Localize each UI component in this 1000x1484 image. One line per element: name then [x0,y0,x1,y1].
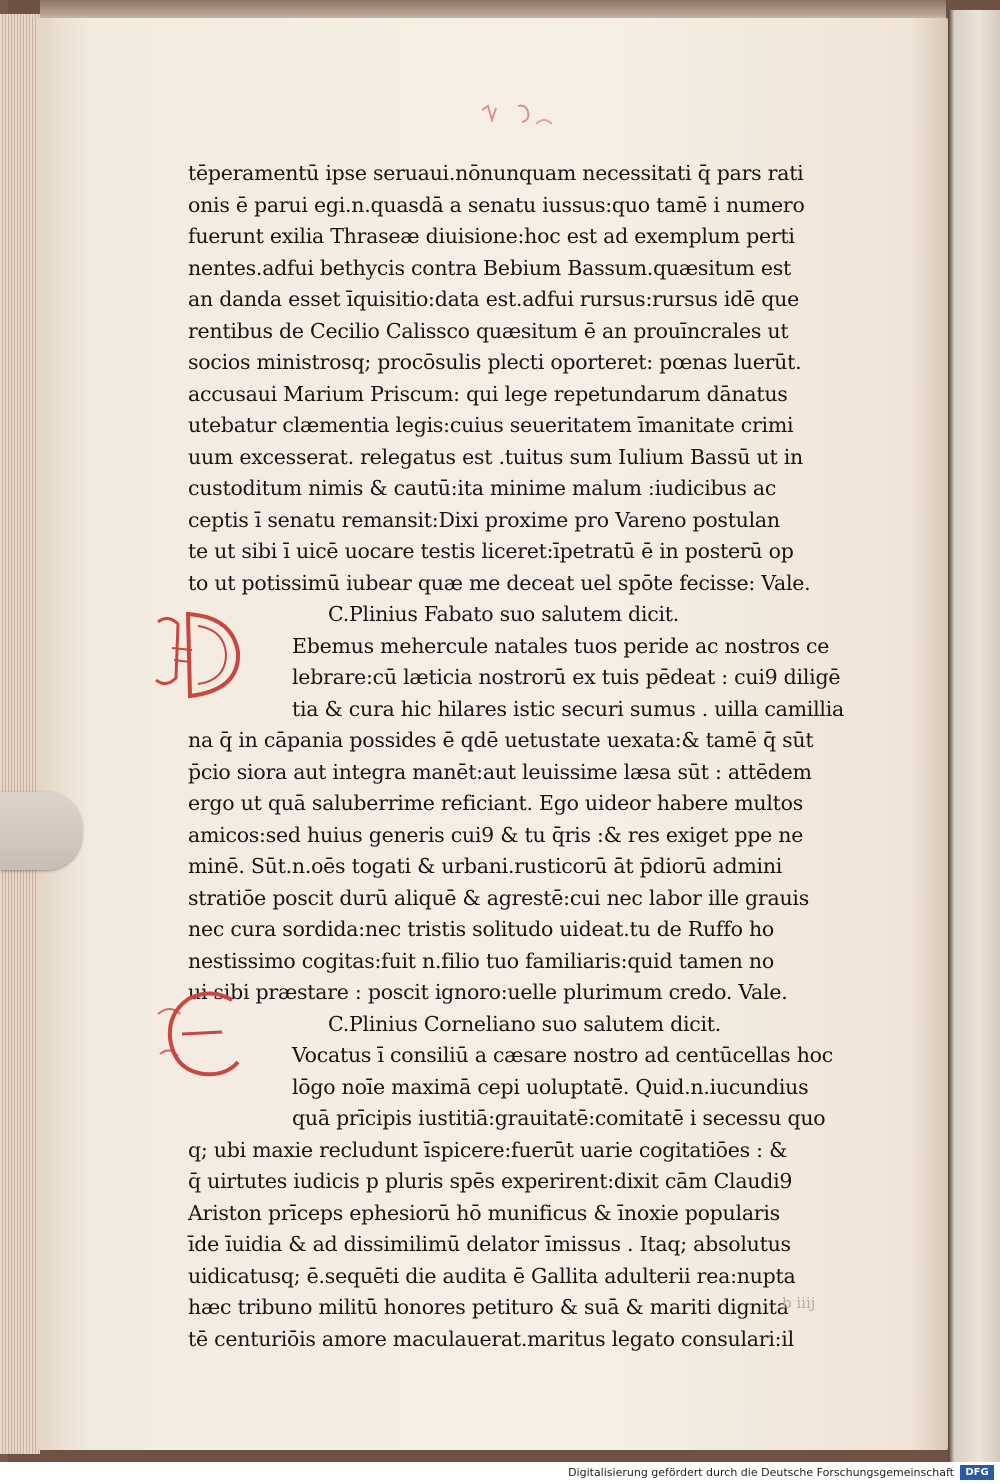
text-line: tēperamentū ipse seruaui.nōnunquam necessitati q̄ pars rati [188,161,804,185]
text-line: nestissimo cogitas:fuit n.filio tuo familiaris:quid tamen no [188,948,774,973]
text-line: Vocatus ī consiliū a cæsare nostro ad centūcellas hoc [292,1043,833,1067]
text-line: socios ministrosq; procōsulis plecti oporteret: pœnas luerūt. [188,350,802,374]
text-line: minē. Sūt.n.oēs togati & urbani.rusticorū āt p̄diorū admini [188,854,783,878]
text-line: na q̄ in cāpania possides ē qdē uetustate uexata:& tamē q̄ sūt [188,728,814,752]
red-marginal-mark-icon [478,102,558,132]
text-line: tia & cura hic hilares istic securi sumus . uilla camillia [292,696,844,721]
text-line: hæc tribuno militū honores petituro & suā & mariti dignita [188,1295,789,1319]
footer-credit: Digitalisierung gefördert durch die Deutsche Forschungsgemeinschaft [568,1466,954,1479]
text-line: Ebemus mehercule natales tuos peride ac nostros ce [292,633,830,658]
text-line: stratiōe poscit durū aliquē & agrestē:cui nec labor ille grauis [188,885,809,910]
letter-heading-corneliano: C.Plinius Corneliano suo salutem dicit. [328,1011,722,1036]
text-line: nentes.adfui bethycis contra Bebium Bassum.quæsitum est [188,255,792,280]
facing-page-edge [948,10,1000,1462]
text-line: fuerunt exilia Thraseæ diuisione:hoc est ad exemplum perti [188,224,795,248]
text-line: ui sibi præstare : poscit ignoro:uelle plurimum credo. Vale. [188,980,788,1004]
footer-bar [0,1462,1000,1484]
text-line: utebatur clæmentia legis:cuius seueritatem īmanitate crimi [188,413,794,437]
letter-heading-fabato: C.Plinius Fabato suo salutem dicit. [328,602,680,626]
text-line: Ariston prīceps ephesiorū hō munificus & īnoxie popularis [188,1200,780,1225]
text-line: to ut potissimū iubear quæ me deceat uel spōte fecisse: Vale. [188,570,811,595]
text-line: q; ubi maxie recludunt īspicere:fuerūt uarie cogitatiōes : & [188,1137,788,1162]
text-line: lebrare:cū læticia nostrorū ex tuis pēdeat : cui9 diligē [292,665,841,689]
text-line: an danda esset īquisitio:data est.adfui rursus:rursus idē que [188,287,799,311]
text-line: ceptis ī senatu remansit:Dixi proxime pro Vareno postulan [188,507,780,532]
bookmark-tab-icon [0,792,82,870]
text-line: īde īuidia & ad dissimilimū delator īmissus . Itaq; absolutus [188,1232,791,1256]
dfg-logo-icon: DFG [960,1465,994,1480]
text-block [188,158,908,1355]
text-line: uidicatusq; ē.sequēti die audita ē Gallita adulterii rea:nupta [188,1263,796,1288]
text-line: nec cura sordida:nec tristis solitudo uideat.tu de Ruffo ho [188,917,775,941]
text-line: tē centuriōis amore maculauerat.maritus legato consulari:il [188,1326,794,1351]
text-line: q̄ uirtutes iudicis p pluris spēs experirent:dixit cām Claudi9 [188,1169,793,1193]
text-line: custoditum nimis & cautū:ita minime malum :iudicibus ac [188,476,777,500]
text-line: p̄cio siora aut integra manēt:aut leuissime læsa sūt : attēdem [188,759,812,784]
page-stack-edge [0,14,40,1454]
text-line: amicos:sed huius generis cui9 & tu q̄ris :& res exiget ppe ne [188,822,804,847]
signature-mark: b iiij [782,1294,816,1312]
text-line: uum excesserat. relegatus est .tuitus sum Iulium Bassū ut in [188,444,803,469]
text-line: onis ē parui egi.n.quasdā a senatu iussus:quo tamē i numero [188,192,805,217]
text-line: accusaui Marium Priscum: qui lege repetundarum dānatus [188,381,788,406]
text-line: ergo ut quā saluberrime reficiant. Ego uideor habere multos [188,791,804,815]
text-line: te ut sibi ī uicē uocare testis liceret:īpetratū ē in posterū op [188,539,794,563]
text-line: lōgo noīe maximā cepi uoluptatē. Quid.n.iucundius [292,1074,809,1099]
red-initial-E-icon [152,984,262,1084]
text-line: quā prīcipis iustitiā:grauitatē:comitatē i secessu quo [292,1106,826,1130]
text-line: rentibus de Cecilio Calissco quæsitum ē an prouīncrales ut [188,318,789,343]
red-initial-D-icon [152,604,262,704]
